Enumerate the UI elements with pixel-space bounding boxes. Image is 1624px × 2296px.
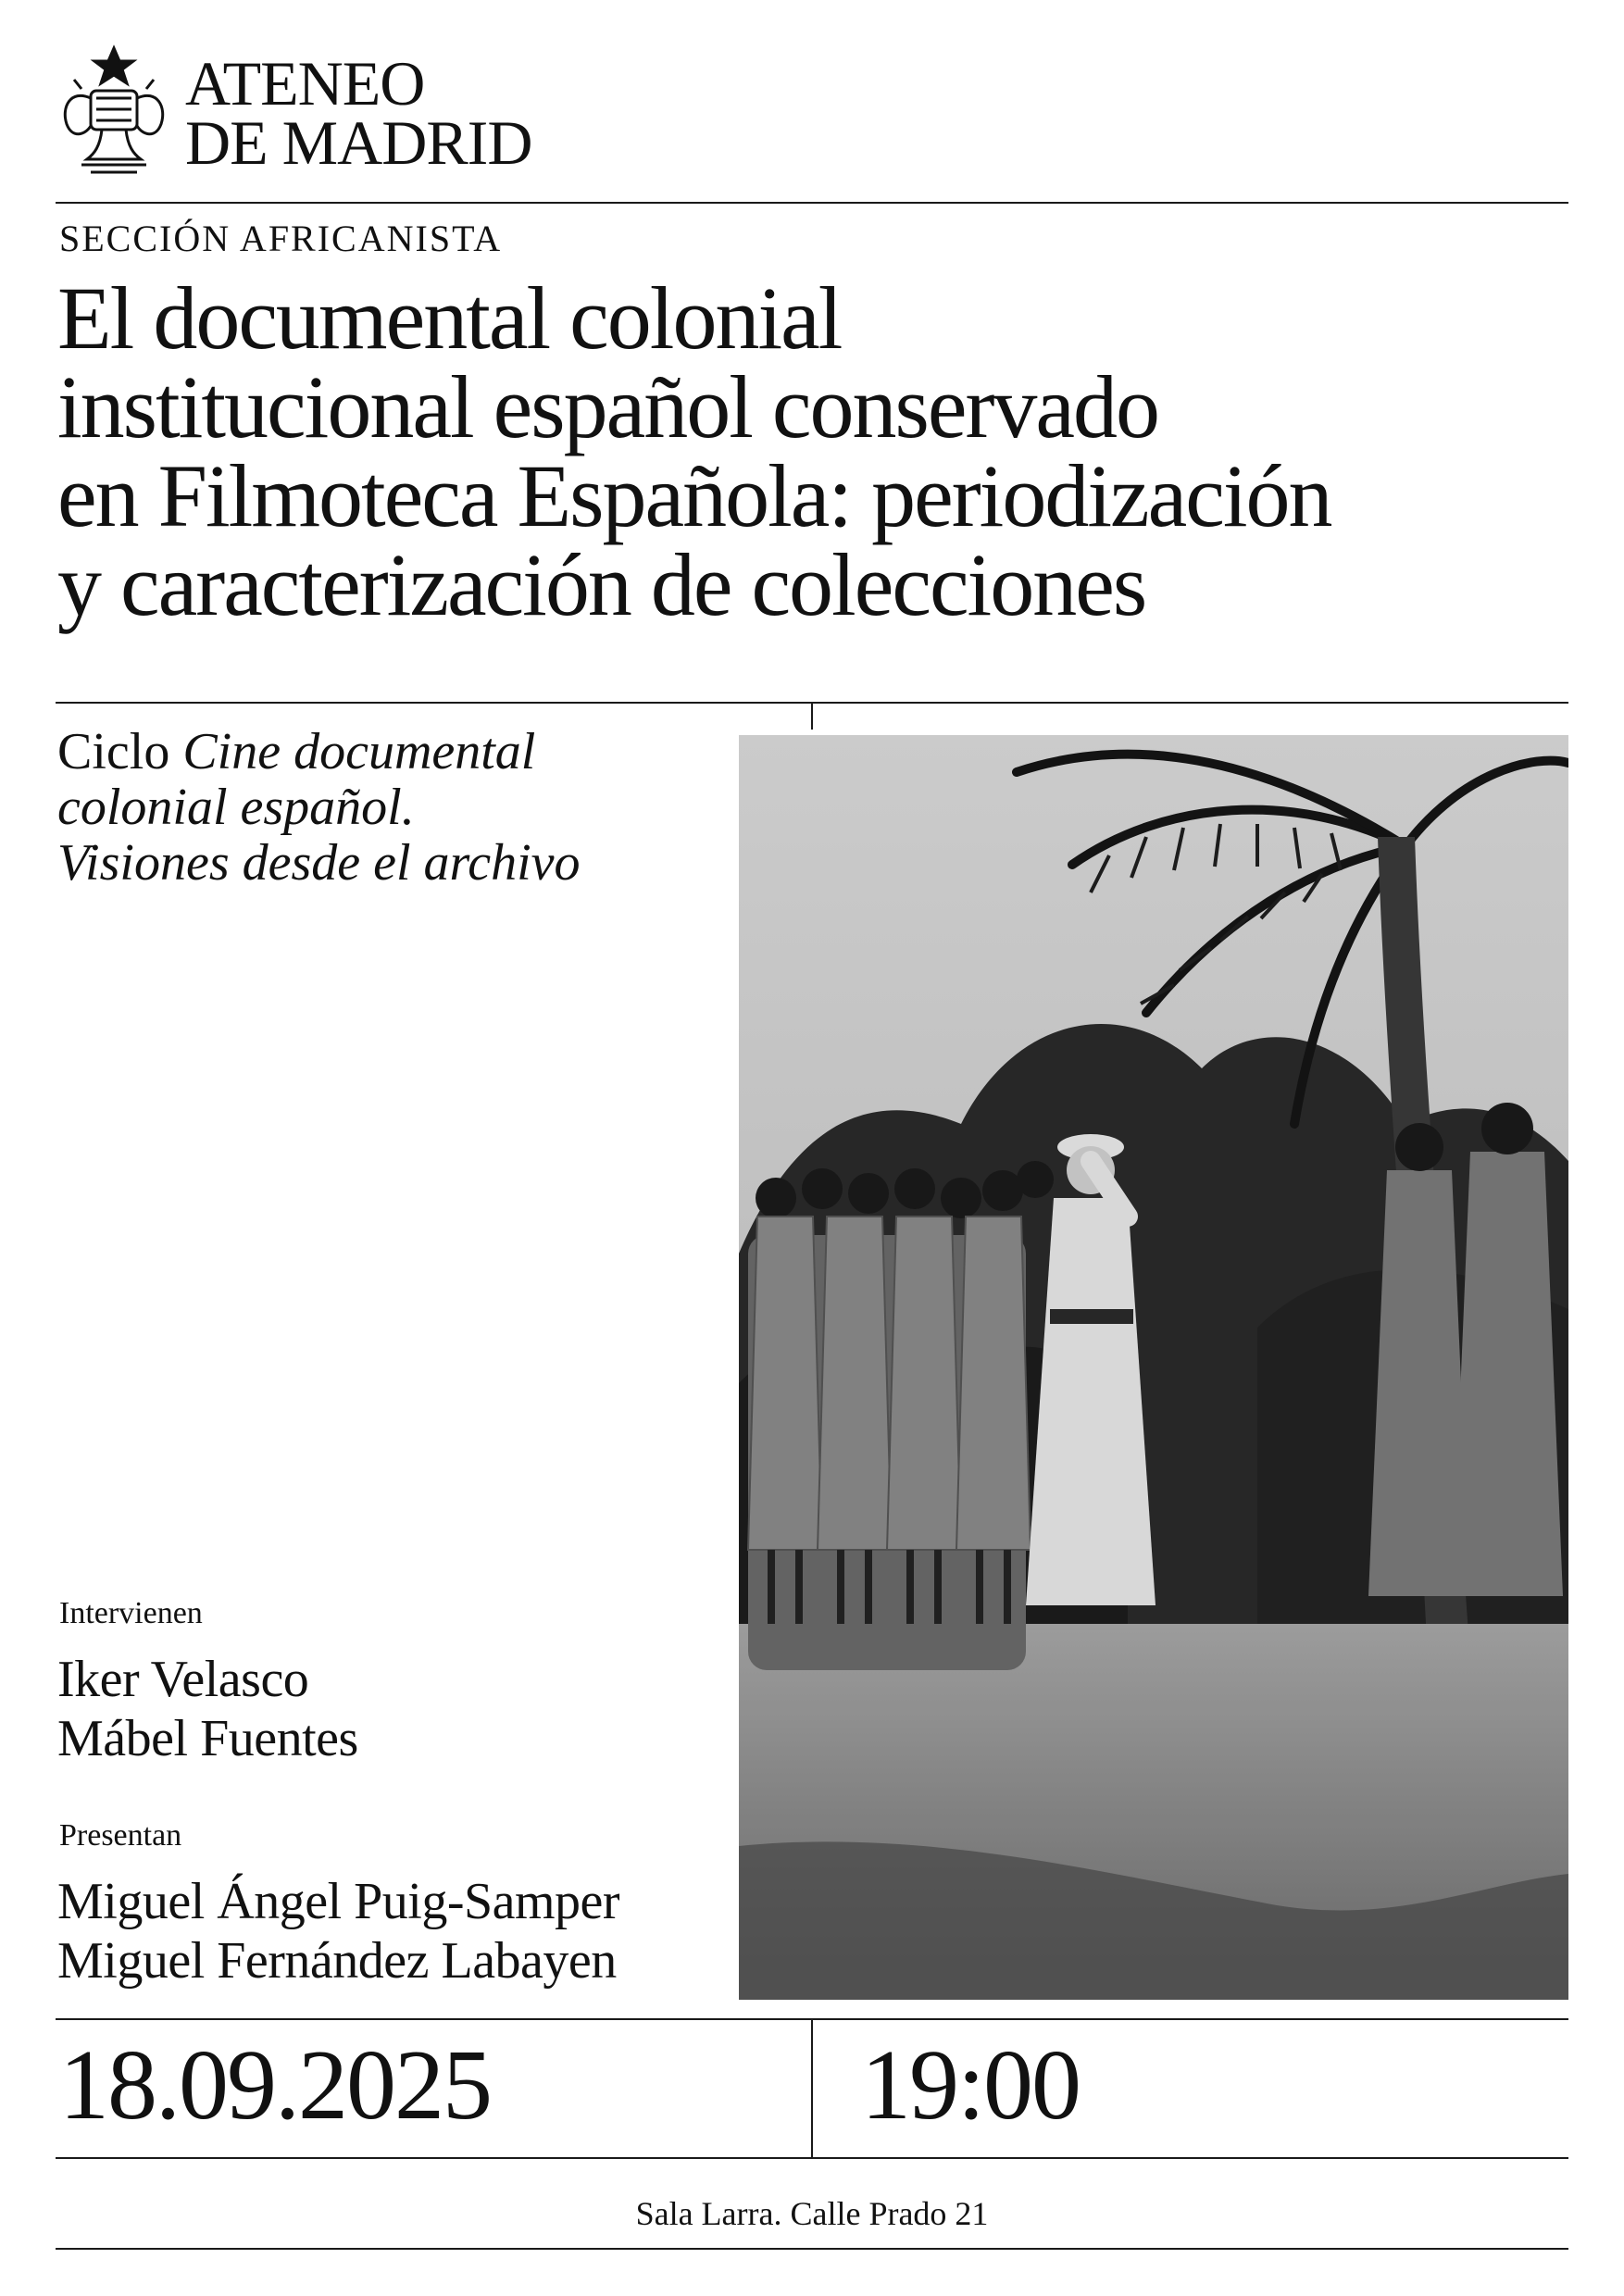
archival-photo [739, 735, 1568, 2000]
cycle-info [57, 724, 761, 891]
org-name [185, 48, 532, 178]
presenter-name: Miguel Ángel Puig-Samper [57, 1873, 620, 1930]
presenters-label: Presentan [59, 1818, 182, 1853]
speaker-name: Mábel Fuentes [57, 1710, 358, 1767]
speaker-name: Iker Velasco [57, 1651, 309, 1708]
cycle-name-line-3: Visiones desde el archivo [57, 834, 581, 892]
divider-top [56, 202, 1568, 204]
org-name-line-1: ATENEO [185, 48, 425, 119]
event-title [57, 268, 1594, 634]
org-name-line-2: DE MADRID [185, 107, 532, 178]
event-time: 19:00 [861, 2030, 1081, 2140]
ateneo-crest-logo [54, 43, 174, 181]
speakers-list [57, 1650, 358, 1768]
event-venue: Sala Larra. Calle Prado 21 [635, 2195, 989, 2232]
title-line: El documental colonial [57, 268, 842, 368]
cycle-prefix: Ciclo [57, 723, 183, 780]
presenters-list [57, 1872, 619, 1990]
divider-tick-top [811, 702, 813, 730]
presenter-name: Miguel Fernández Labayen [57, 1932, 617, 1990]
cycle-name-line-2: colonial español. [57, 779, 415, 836]
title-line: y caracterización de colecciones [57, 535, 1146, 634]
cycle-name-line-1: Cine documental [182, 723, 536, 780]
divider-date-bottom [56, 2157, 1568, 2159]
speakers-label: Intervienen [59, 1596, 203, 1630]
title-line: institucional español conservado [57, 357, 1159, 456]
title-line: en Filmoteca Española: periodización [57, 446, 1331, 545]
section-label: SECCIÓN AFRICANISTA [59, 218, 503, 259]
divider-bottom [56, 2248, 1568, 2250]
divider-date-time [811, 2018, 813, 2157]
event-date: 18.09.2025 [59, 2030, 491, 2140]
